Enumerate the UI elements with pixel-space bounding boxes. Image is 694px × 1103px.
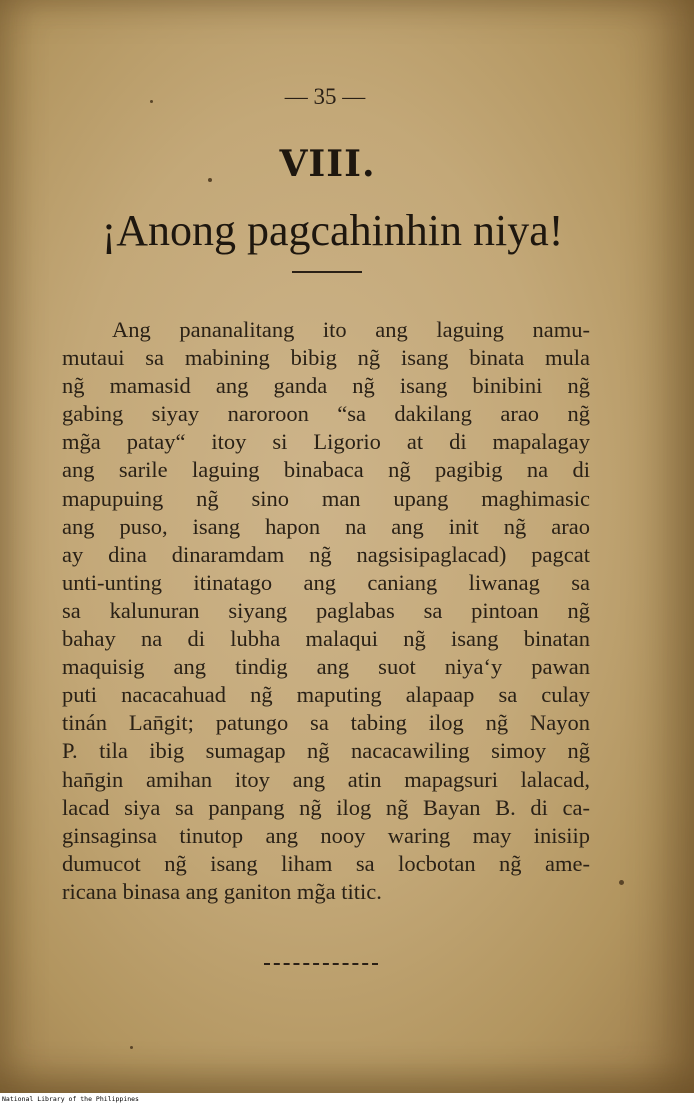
text-line: tinán Lan̄git; patungo sa tabing ilog ng̃ Nayon xyxy=(62,710,590,736)
text-line: puti nacacahuad ng̃ maputing alapaap sa culay xyxy=(62,682,590,708)
text-line: han̄gin amihan itoy ang atin mapagsuri lalacad, xyxy=(62,766,590,792)
text-line: maquisig ang tindig ang suot niya‘y pawan xyxy=(62,654,590,680)
end-divider xyxy=(264,963,378,965)
text-line: ang sarile laguing binabaca ng̃ pagibig na di xyxy=(62,457,590,483)
ink-speck xyxy=(150,100,153,103)
body-paragraph xyxy=(62,316,590,906)
text-line: mg̃a patay“ itoy si Ligorio at di mapalagay xyxy=(62,429,590,455)
text-line: sa kalunuran siyang paglabas sa pintoan ng̃ xyxy=(62,597,590,623)
text-line: ng̃ mamasid ang ganda ng̃ isang binibini ng̃ xyxy=(62,373,590,399)
ink-speck xyxy=(208,178,212,182)
text-line: P. tila ibig sumagap ng̃ nacacawiling simoy ng̃ xyxy=(62,738,590,764)
title-divider xyxy=(292,271,362,273)
text-line: mutaui sa mabining bibig ng̃ isang binata mula xyxy=(62,345,590,371)
text-line: mapupuing ng̃ sino man upang maghimasic xyxy=(62,485,590,511)
text-line: bahay na di lubha malaqui ng̃ isang binatan xyxy=(62,626,590,652)
ink-speck xyxy=(130,1046,133,1049)
text-line: gabing siyay naroroon “sa dakilang arao ng̃ xyxy=(62,401,590,427)
chapter-numeral: VIII. xyxy=(279,143,376,185)
text-line: ay dina dinaramdam ng̃ nagsisipaglacad) pagcat xyxy=(62,541,590,567)
text-line: ginsaginsa tinutop ang nooy waring may inisiip xyxy=(62,822,590,848)
text-line: lacad siya sa panpang ng̃ ilog ng̃ Bayan B. di ca- xyxy=(62,794,590,820)
text-line: ricana binasa ang ganiton mg̃a titic. xyxy=(62,878,382,904)
text-line: Ang pananalitang ito ang laguing namu- xyxy=(112,317,590,342)
chapter-title: ¡Anong pagcahinhin niya! xyxy=(101,206,564,255)
ink-speck xyxy=(619,880,624,885)
text-line: dumucot ng̃ isang liham sa locbotan ng̃ ame- xyxy=(62,850,590,876)
footer-credit: National Library of the Philippines xyxy=(2,1095,139,1103)
text-line: unti-unting itinatago ang caniang liwanag sa xyxy=(62,569,590,595)
page-number: — 35 — xyxy=(284,84,366,109)
text-line: ang puso, isang hapon na ang init ng̃ arao xyxy=(62,513,590,539)
